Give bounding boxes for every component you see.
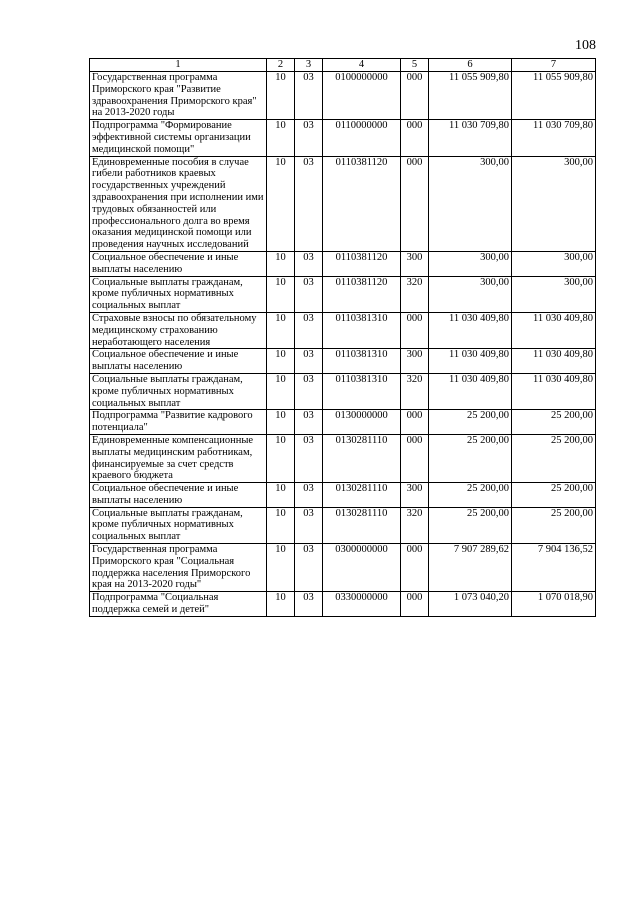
row-name: Социальное обеспечение и иные выплаты населению — [90, 251, 267, 276]
row-amount-2020: 7 904 136,52 — [512, 544, 596, 592]
row-expense-type: 000 — [401, 434, 429, 482]
row-name: Социальное обеспечение и иные выплаты населению — [90, 349, 267, 374]
row-name: Социальное обеспечение и иные выплаты населению — [90, 483, 267, 508]
row-section: 10 — [267, 349, 295, 374]
row-name: Подпрограмма "Социальная поддержка семей и детей" — [90, 592, 267, 617]
table-row — [90, 592, 596, 617]
row-subsection: 03 — [295, 251, 323, 276]
row-name: Социальные выплаты гражданам, кроме публичных нормативных социальных выплат — [90, 373, 267, 409]
row-target-code: 0130281110 — [323, 507, 401, 543]
row-subsection: 03 — [295, 373, 323, 409]
row-amount-2019: 11 030 409,80 — [429, 373, 512, 409]
row-subsection: 03 — [295, 592, 323, 617]
row-expense-type: 300 — [401, 251, 429, 276]
row-section: 10 — [267, 507, 295, 543]
row-amount-2019: 300,00 — [429, 276, 512, 312]
row-amount-2020: 25 200,00 — [512, 507, 596, 543]
row-expense-type: 300 — [401, 483, 429, 508]
row-expense-type: 320 — [401, 373, 429, 409]
page-number: 108 — [575, 38, 596, 53]
row-section: 10 — [267, 276, 295, 312]
row-amount-2020: 25 200,00 — [512, 434, 596, 482]
table-row — [90, 276, 596, 312]
row-subsection: 03 — [295, 410, 323, 435]
row-amount-2020: 25 200,00 — [512, 483, 596, 508]
row-subsection: 03 — [295, 483, 323, 508]
row-amount-2019: 25 200,00 — [429, 434, 512, 482]
header-col-6: 6 — [429, 59, 512, 72]
row-target-code: 0110381310 — [323, 373, 401, 409]
table-row — [90, 72, 596, 120]
row-amount-2019: 300,00 — [429, 251, 512, 276]
row-amount-2020: 11 055 909,80 — [512, 72, 596, 120]
row-amount-2020: 11 030 709,80 — [512, 120, 596, 156]
table-row — [90, 251, 596, 276]
row-section: 10 — [267, 251, 295, 276]
row-target-code: 0130000000 — [323, 410, 401, 435]
row-section: 10 — [267, 156, 295, 251]
row-target-code: 0110000000 — [323, 120, 401, 156]
row-target-code: 0330000000 — [323, 592, 401, 617]
row-expense-type: 000 — [401, 410, 429, 435]
row-amount-2019: 11 055 909,80 — [429, 72, 512, 120]
row-name: Единовременные компенсационные выплаты медицинским работникам, финансируемые за счет средств краевого бюджета — [90, 434, 267, 482]
table-row — [90, 507, 596, 543]
header-col-3: 3 — [295, 59, 323, 72]
budget-table — [89, 58, 596, 617]
header-col-5: 5 — [401, 59, 429, 72]
row-name: Социальные выплаты гражданам, кроме публичных нормативных социальных выплат — [90, 276, 267, 312]
table-row — [90, 312, 596, 348]
row-amount-2019: 7 907 289,62 — [429, 544, 512, 592]
row-subsection: 03 — [295, 276, 323, 312]
header-col-2: 2 — [267, 59, 295, 72]
row-section: 10 — [267, 72, 295, 120]
table-row — [90, 156, 596, 251]
row-target-code: 0100000000 — [323, 72, 401, 120]
table-row — [90, 410, 596, 435]
row-subsection: 03 — [295, 156, 323, 251]
row-expense-type: 000 — [401, 592, 429, 617]
table-row — [90, 483, 596, 508]
table-row — [90, 349, 596, 374]
header-col-4: 4 — [323, 59, 401, 72]
header-col-7: 7 — [512, 59, 596, 72]
row-amount-2019: 1 073 040,20 — [429, 592, 512, 617]
row-amount-2019: 300,00 — [429, 156, 512, 251]
row-name: Страховые взносы по обязательному медицинскому страхованию неработающего населения — [90, 312, 267, 348]
row-amount-2020: 25 200,00 — [512, 410, 596, 435]
row-amount-2019: 11 030 409,80 — [429, 349, 512, 374]
row-section: 10 — [267, 434, 295, 482]
row-amount-2019: 11 030 709,80 — [429, 120, 512, 156]
row-subsection: 03 — [295, 434, 323, 482]
row-target-code: 0130281110 — [323, 434, 401, 482]
row-subsection: 03 — [295, 72, 323, 120]
table-row — [90, 120, 596, 156]
row-name: Подпрограмма "Формирование эффективной системы организации медицинской помощи" — [90, 120, 267, 156]
header-col-1: 1 — [90, 59, 267, 72]
row-target-code: 0110381120 — [323, 251, 401, 276]
row-expense-type: 300 — [401, 349, 429, 374]
row-amount-2020: 300,00 — [512, 276, 596, 312]
row-subsection: 03 — [295, 544, 323, 592]
header-row — [90, 59, 596, 72]
row-section: 10 — [267, 373, 295, 409]
row-section: 10 — [267, 410, 295, 435]
row-subsection: 03 — [295, 312, 323, 348]
row-amount-2019: 25 200,00 — [429, 507, 512, 543]
row-expense-type: 000 — [401, 544, 429, 592]
row-name: Государственная программа Приморского края "Развитие здравоохранения Приморского края" на 2013-2020 годы — [90, 72, 267, 120]
row-name: Социальные выплаты гражданам, кроме публичных нормативных социальных выплат — [90, 507, 267, 543]
row-expense-type: 000 — [401, 72, 429, 120]
row-expense-type: 320 — [401, 507, 429, 543]
row-target-code: 0110381120 — [323, 276, 401, 312]
row-subsection: 03 — [295, 349, 323, 374]
row-target-code: 0130281110 — [323, 483, 401, 508]
row-name: Единовременные пособия в случае гибели работников краевых государственных учреждений здравоохранения при исполнении ими трудовых обязанностей или профессионального долга во время оказания медицинской помощи или проведения научных исследований — [90, 156, 267, 251]
row-subsection: 03 — [295, 507, 323, 543]
row-amount-2019: 25 200,00 — [429, 483, 512, 508]
row-amount-2020: 300,00 — [512, 251, 596, 276]
row-subsection: 03 — [295, 120, 323, 156]
row-expense-type: 000 — [401, 156, 429, 251]
table-row — [90, 434, 596, 482]
row-expense-type: 000 — [401, 120, 429, 156]
table-row — [90, 373, 596, 409]
row-name: Государственная программа Приморского края "Социальная поддержка населения Приморского края на 2013-2020 годы" — [90, 544, 267, 592]
row-target-code: 0110381310 — [323, 349, 401, 374]
row-target-code: 0300000000 — [323, 544, 401, 592]
row-section: 10 — [267, 592, 295, 617]
row-amount-2020: 11 030 409,80 — [512, 349, 596, 374]
row-amount-2019: 11 030 409,80 — [429, 312, 512, 348]
row-section: 10 — [267, 312, 295, 348]
row-amount-2020: 1 070 018,90 — [512, 592, 596, 617]
table-row — [90, 544, 596, 592]
row-amount-2020: 11 030 409,80 — [512, 373, 596, 409]
row-section: 10 — [267, 120, 295, 156]
row-amount-2019: 25 200,00 — [429, 410, 512, 435]
row-target-code: 0110381120 — [323, 156, 401, 251]
row-name: Подпрограмма "Развитие кадрового потенциала" — [90, 410, 267, 435]
row-target-code: 0110381310 — [323, 312, 401, 348]
row-section: 10 — [267, 544, 295, 592]
row-section: 10 — [267, 483, 295, 508]
row-expense-type: 000 — [401, 312, 429, 348]
row-amount-2020: 11 030 409,80 — [512, 312, 596, 348]
row-expense-type: 320 — [401, 276, 429, 312]
row-amount-2020: 300,00 — [512, 156, 596, 251]
